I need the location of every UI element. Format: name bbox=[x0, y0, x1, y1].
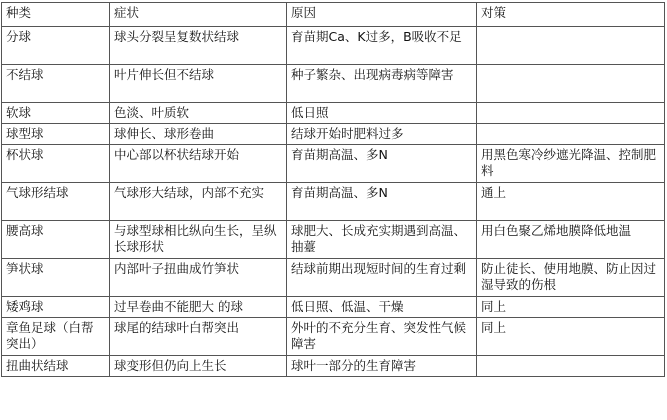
table-row bbox=[2, 65, 665, 103]
cell-type: 矮鸡球 bbox=[2, 297, 110, 318]
table-row bbox=[2, 124, 665, 145]
cell-countermeasure: 通上 bbox=[477, 183, 665, 221]
cell-cause: 球肥大、长成充实期遇到高温、抽薹 bbox=[287, 221, 477, 259]
cell-symptom: 球头分裂呈复数状结球 bbox=[110, 27, 287, 65]
table-row bbox=[2, 318, 665, 356]
cell-type: 扭曲状结球 bbox=[2, 356, 110, 377]
table-row bbox=[2, 297, 665, 318]
cell-type: 球型球 bbox=[2, 124, 110, 145]
table-row bbox=[2, 145, 665, 183]
table-row bbox=[2, 356, 665, 377]
cell-cause: 球叶一部分的生育障害 bbox=[287, 356, 477, 377]
cell-type: 章鱼足球（白帮突出） bbox=[2, 318, 110, 356]
header-countermeasure: 对策 bbox=[477, 3, 665, 27]
cell-type: 软球 bbox=[2, 103, 110, 124]
table-row bbox=[2, 103, 665, 124]
cell-countermeasure bbox=[477, 65, 665, 103]
cell-type: 分球 bbox=[2, 27, 110, 65]
cell-symptom: 色淡、叶质软 bbox=[110, 103, 287, 124]
cell-symptom: 与球型球相比纵向生长，呈纵长球形状 bbox=[110, 221, 287, 259]
table-header-row bbox=[2, 3, 665, 27]
symptom-table bbox=[1, 2, 665, 377]
cell-symptom: 中心部以杯状结球开始 bbox=[110, 145, 287, 183]
table-row bbox=[2, 259, 665, 297]
cell-symptom: 球尾的结球叶白帮突出 bbox=[110, 318, 287, 356]
cell-symptom: 球伸长、球形卷曲 bbox=[110, 124, 287, 145]
cell-countermeasure bbox=[477, 356, 665, 377]
cell-type: 杯状球 bbox=[2, 145, 110, 183]
cell-cause: 育苗期Ca、K过多，B吸收不足 bbox=[287, 27, 477, 65]
header-cause: 原因 bbox=[287, 3, 477, 27]
cell-countermeasure: 同上 bbox=[477, 318, 665, 356]
cell-countermeasure: 用黑色寒冷纱遮光降温、控制肥料 bbox=[477, 145, 665, 183]
cell-countermeasure bbox=[477, 103, 665, 124]
cell-countermeasure: 用白色聚乙烯地膜降低地温 bbox=[477, 221, 665, 259]
cell-symptom: 球变形但仍向上生长 bbox=[110, 356, 287, 377]
cell-type: 不结球 bbox=[2, 65, 110, 103]
table-body bbox=[2, 27, 665, 377]
table-row bbox=[2, 27, 665, 65]
cell-cause: 育苗期高温、多N bbox=[287, 183, 477, 221]
cell-symptom: 内部叶子扭曲成竹笋状 bbox=[110, 259, 287, 297]
cell-countermeasure bbox=[477, 27, 665, 65]
cell-cause: 种子繁杂、出现病毒病等障害 bbox=[287, 65, 477, 103]
cell-symptom: 气球形大结球，内部不充实 bbox=[110, 183, 287, 221]
header-type: 种类 bbox=[2, 3, 110, 27]
cell-cause: 结球开始时肥料过多 bbox=[287, 124, 477, 145]
cell-type: 气球形结球 bbox=[2, 183, 110, 221]
cell-symptom: 叶片伸长但不结球 bbox=[110, 65, 287, 103]
cell-countermeasure bbox=[477, 124, 665, 145]
table-row bbox=[2, 221, 665, 259]
cell-countermeasure: 同上 bbox=[477, 297, 665, 318]
table-row bbox=[2, 183, 665, 221]
cell-cause: 低日照、低温、干燥 bbox=[287, 297, 477, 318]
cell-type: 腰高球 bbox=[2, 221, 110, 259]
header-symptom: 症状 bbox=[110, 3, 287, 27]
cell-countermeasure: 防止徒长、使用地膜、防止因过湿导致的伤根 bbox=[477, 259, 665, 297]
cell-cause: 低日照 bbox=[287, 103, 477, 124]
cell-type: 笋状球 bbox=[2, 259, 110, 297]
cell-cause: 外叶的不充分生育、突发性气候障害 bbox=[287, 318, 477, 356]
cell-cause: 育苗期高温、多N bbox=[287, 145, 477, 183]
cell-symptom: 过早卷曲不能肥大 的球 bbox=[110, 297, 287, 318]
cell-cause: 结球前期出现短时间的生育过剩 bbox=[287, 259, 477, 297]
